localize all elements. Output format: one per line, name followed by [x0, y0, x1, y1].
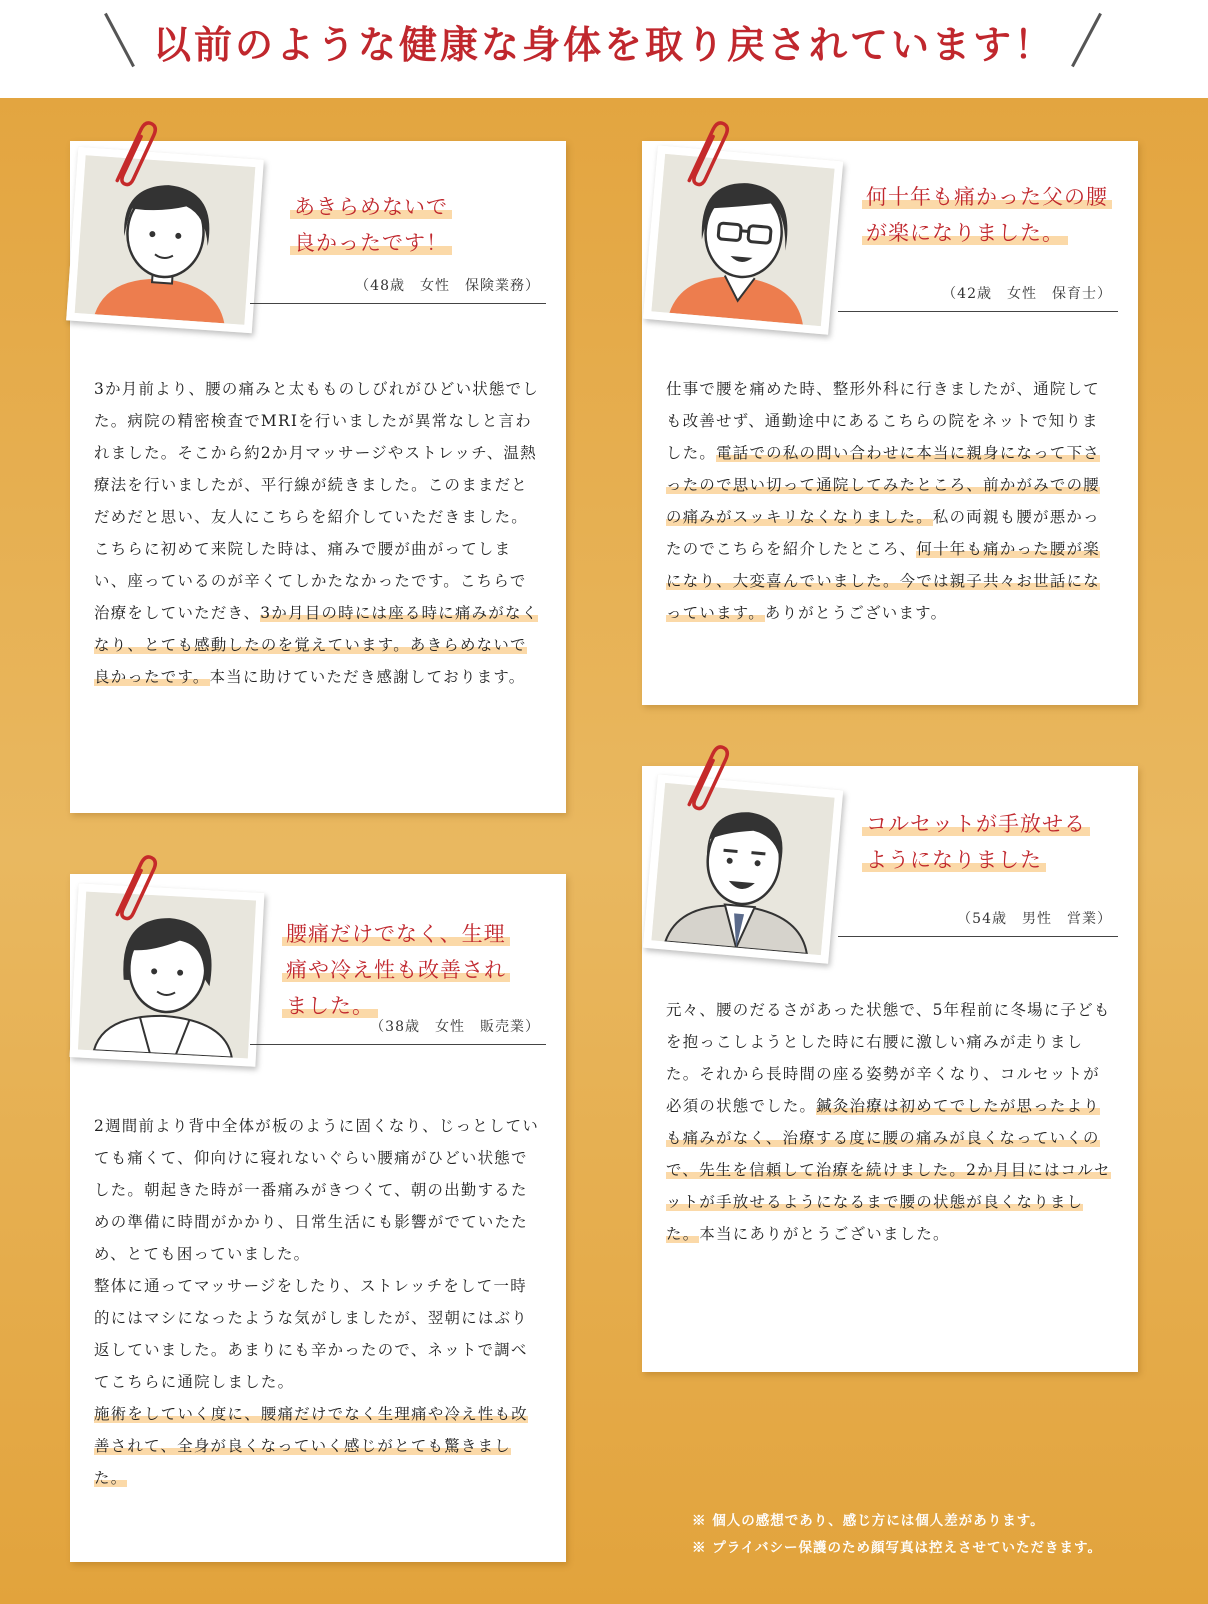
avatar-illustration-woman	[66, 147, 264, 334]
testimonial-title	[862, 806, 1132, 878]
body-text: 本当にありがとうございました。	[699, 1225, 950, 1243]
body-text: ありがとうございます。	[764, 604, 948, 622]
disclaimer-notes	[692, 1508, 1192, 1562]
testimonial-title	[290, 189, 550, 261]
customer-profile: （38歳 女性 販売業）	[370, 1019, 540, 1035]
highlighted-text: 施術をしていく度に、腰痛だけでなく生理痛や冷え性も改善されて、全身が良くなっていく感じがとても驚きました。	[94, 1405, 528, 1487]
woman-bob-hair-icon	[78, 892, 256, 1059]
title-line: あきらめないで	[290, 195, 452, 219]
body-text: 元々、腰のだるさがあった状態で、5年程前に冬場に子どもを抱っこしようとした時に右腰に激しい痛みが走りました。それから長時間の座る姿勢が辛くなり、コルセットが必須の状態でした。	[666, 1001, 1111, 1115]
customer-profile: （48歳 女性 保険業務）	[355, 278, 540, 294]
title-line: 良かったです！	[290, 231, 452, 255]
title-line: 腰痛だけでなく、生理	[282, 922, 510, 946]
title-line: ました。	[282, 994, 378, 1018]
title-line: ようになりました	[862, 848, 1046, 872]
testimonial-body	[94, 373, 542, 693]
body-text: 仕事で腰を痛めた時、整形外科に行きましたが、通院しても改善せず、通勤途中にあるこちらの院をネットで知りました。	[666, 380, 1100, 462]
woman-short-hair-icon	[75, 155, 256, 324]
disclaimer-line: ※ プライバシー保護のため顔写真は控えさせていただきます。	[692, 1540, 1102, 1556]
body-paragraph	[94, 533, 542, 693]
testimonial-card-1	[70, 141, 566, 813]
body-paragraph: 整体に通ってマッサージをしたり、ストレッチをして一時的にはマシになったような気がしましたが、翌朝にはぶり返していました。あまりにも辛かったので、ネットで調べてこちらに通院しました。	[94, 1277, 528, 1391]
disclaimer-line: ※ 個人の感想であり、感じ方には個人差があります。	[692, 1513, 1045, 1529]
avatar-illustration-man	[643, 774, 843, 964]
body-paragraph: 2週間前より背中全体が板のように固くなり、じっとしていても痛くて、仰向けに寝れないぐらい腰痛がひどい状態でした。朝起きた時が一番痛みがきつくて、朝の出勤するための準備に時間がかかり、日常生活にも影響がでていたため、とても困っていました。	[94, 1117, 540, 1263]
divider	[250, 303, 546, 304]
highlighted-text: 何十年も痛かった腰が楽になり、大変喜んでいました。今では親子共々お世話になっています。	[666, 540, 1100, 622]
body-paragraph	[94, 1398, 542, 1494]
testimonial-body	[94, 1110, 542, 1494]
divider	[838, 936, 1118, 937]
page-header	[0, 0, 1208, 98]
highlighted-text: 3か月目の時には座る時に痛みがなくなり、とても感動したのを覚えています。あきらめないで良かったです。	[94, 604, 539, 686]
body-paragraph	[666, 373, 1114, 629]
customer-profile: （42歳 女性 保育士）	[942, 286, 1112, 302]
divider	[250, 1044, 546, 1045]
body-text: こちらに初めて来院した時は、痛みで腰が曲がってしまい、座っているのが辛くてしかたなかったです。こちらで治療をしていただき、	[94, 540, 527, 622]
title-line: コルセットが手放せる	[862, 812, 1090, 836]
avatar-illustration-woman-bob	[70, 883, 265, 1066]
customer-profile: （54歳 男性 営業）	[957, 911, 1112, 927]
testimonial-title	[862, 179, 1132, 251]
highlighted-text: 電話での私の問い合わせに本当に親身になって下さったので思い切って通院してみたところ、前かがみでの腰の痛みがスッキリなくなりました。	[666, 444, 1100, 526]
body-paragraph	[666, 994, 1114, 1250]
testimonial-body	[666, 373, 1114, 629]
body-text: 本当に助けていただき感謝しております。	[209, 668, 526, 686]
testimonial-card-4	[642, 766, 1138, 1372]
testimonial-card-3	[70, 874, 566, 1562]
highlighted-text: 鍼灸治療は初めてでしたが思ったよりも痛みがなく、治療する度に腰の痛みが良くなっていくので、先生を信頼して治療を続けました。2か月目にはコルセットが手放せるようになるまで腰の状態が良くなりました。	[666, 1097, 1111, 1243]
testimonial-title	[282, 916, 558, 1024]
page-title: 以前のような健康な身体を取り戻されています！	[152, 22, 1055, 67]
title-line: 痛や冷え性も改善され	[282, 958, 510, 982]
title-line: 何十年も痛かった父の腰	[862, 185, 1112, 209]
title-line: が楽になりました。	[862, 221, 1068, 245]
avatar-illustration-woman-glasses	[643, 145, 843, 335]
body-paragraph: 3か月前より、腰の痛みと太もものしびれがひどい状態でした。病院の精密検査でMRIを行いましたが異常なしと言われました。そこから約2か月マッサージやストレッチ、温熱療法を行いましたが、平行線が続きました。このままだとだめだと思い、友人にこちらを紹介していただきました。	[94, 380, 540, 526]
divider	[838, 311, 1118, 312]
testimonial-body	[666, 994, 1114, 1250]
body-text: 私の両親も腰が悪かったのでこちらを紹介したところ、	[666, 508, 1100, 558]
woman-glasses-icon	[651, 154, 834, 326]
testimonial-card-2	[642, 141, 1138, 705]
